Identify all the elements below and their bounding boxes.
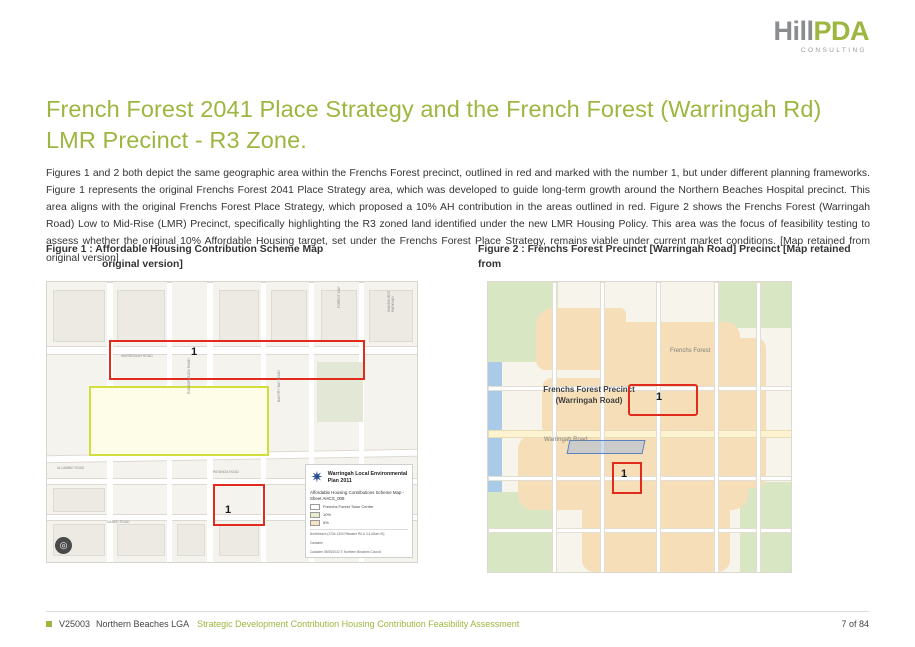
map-road xyxy=(488,528,792,533)
legend-row xyxy=(310,520,408,526)
figure1-caption xyxy=(46,242,346,272)
figure1-caption-line2: original version] xyxy=(102,259,183,271)
legend-swatch xyxy=(310,504,320,510)
footer-bullet-icon xyxy=(46,621,52,627)
map-greenspace xyxy=(718,282,791,328)
legend-subtitle: Affordable Housing Contributions Scheme Map - Sheet AHCS_008 xyxy=(310,489,405,501)
map-major-road xyxy=(488,430,792,438)
footer-project-code: V25003 xyxy=(59,619,91,629)
legend-footnote-1: Northbeach (1234-1300 Pittwater Rd & 3-4 Albert St) xyxy=(310,529,408,536)
map-block xyxy=(117,524,165,556)
legend-row-label: 5% xyxy=(323,520,329,526)
map-street-label: WARRINGAH ROAD xyxy=(121,354,153,358)
figure2-red-outline-area-1 xyxy=(628,384,698,416)
map-road xyxy=(552,282,557,573)
legend-footnote-2: Cadastre xyxy=(310,540,323,545)
figure2-map xyxy=(487,281,792,573)
map-road xyxy=(714,282,719,573)
map-block xyxy=(219,290,259,342)
map-road xyxy=(656,282,661,573)
map-block xyxy=(177,524,205,556)
legend-row-label: 10% xyxy=(323,512,332,518)
figure2-marker-label-1: 1 xyxy=(656,391,663,403)
legend-swatch xyxy=(310,520,320,526)
brand-logo xyxy=(773,18,869,55)
map-block xyxy=(53,290,105,342)
map-road xyxy=(756,282,761,573)
figure1-marker-label-1: 1 xyxy=(191,346,198,358)
figure1-marker-label-2: 1 xyxy=(225,504,232,516)
legend-footnote-3: Cadastre 05/05/2022 © Northern Beaches Council xyxy=(310,549,382,554)
figure2-marker-label-2: 1 xyxy=(621,468,628,480)
map-block xyxy=(219,524,259,556)
legend-row-label: Frenchs Forest Town Centre xyxy=(323,504,374,510)
legend-row xyxy=(310,504,408,510)
figure1-caption-line1: Figure 1 : Affordable Housing Contribution Scheme Map xyxy=(46,244,324,255)
page-footer xyxy=(46,611,869,629)
logo-hill-text: Hill xyxy=(773,16,814,46)
map-block xyxy=(117,290,165,342)
footer-document-title: Strategic Development Contribution Housing Contribution Feasibility Assessment xyxy=(197,619,520,629)
logo-wordmark xyxy=(773,18,869,45)
figure1-yellow-outline-area xyxy=(89,386,269,456)
figure2-precinct-label: Frenchs Forest Precinct (Warringah Road) xyxy=(543,385,635,405)
map-water xyxy=(488,362,502,492)
map-street-label: ALLAMBIE ROAD xyxy=(57,466,85,470)
map-block xyxy=(53,488,105,512)
map-street-label: FOREST WAY xyxy=(337,286,341,308)
page-title: French Forest 2041 Place Strategy and the French Forest (Warringah Rd) LMR Precinct - R3 Zone. xyxy=(46,95,822,154)
legend-title: Warringah Local Environmental Plan 2011 xyxy=(327,470,408,484)
figure1-red-outline-area xyxy=(109,340,365,380)
map-road xyxy=(600,282,605,573)
map-street-label: PATANGA ROAD xyxy=(213,470,239,474)
figure1-map xyxy=(46,281,418,563)
map-street-label: BANTRY BAY ROAD xyxy=(277,370,281,402)
map-road-label: Warringah Road xyxy=(544,437,588,443)
map-block xyxy=(271,290,307,342)
footer-page-number: 7 of 84 xyxy=(841,619,869,629)
map-place-label: Frenchs Forest xyxy=(670,348,711,354)
logo-subtitle: CONSULTING xyxy=(800,47,867,54)
map-street-label: RODBOROUGH ROAD xyxy=(187,358,191,394)
figure1-red-outline-area-small xyxy=(213,484,265,526)
map-street-label: NAREE ROAD xyxy=(107,520,130,524)
map-street-label: WAKEHURST PARKWAY xyxy=(387,290,395,312)
legend-swatch xyxy=(310,512,320,518)
figure1-legend xyxy=(305,464,413,558)
intro-paragraph: Figures 1 and 2 both depict the same geographic area within the Frenchs Forest precinct, outlined in red and marked with the number 1, but under different planning frameworks. Figure 1 represents the original Frenchs Forest 2041 Place Strategy area, which was developed to guide long-term growth around the Northern Beaches Hospital precinct. This area aligns with the original Frenchs Forest Place Strategy, which proposed a 10% AH contribution in the areas outlined in red. Figure 2 shows the Frenchs Forest (Warringah Road) Low to Mid-Rise (LMR) Precinct, specifically highlighting the R3 zoned land identified under the new LMR Housing Policy. This area was the focus of feasibility testing to assess whether the original 10% Affordable Housing target, set under the Frenchs Forest Place Strategy, remains viable under current market conditions. [Map retained from original version] xyxy=(46,168,870,264)
legend-row xyxy=(310,512,408,518)
footer-lga: Northern Beaches LGA xyxy=(96,619,190,629)
council-star-icon: ✷ xyxy=(310,468,324,486)
figure2-caption: Figure 2 : Frenchs Forest Precinct [Warringah Road] Precinct [Map retained from xyxy=(478,244,851,271)
legend-header xyxy=(310,469,408,487)
compass-icon: ◎ xyxy=(55,537,72,554)
logo-pda-text: PDA xyxy=(813,16,869,46)
